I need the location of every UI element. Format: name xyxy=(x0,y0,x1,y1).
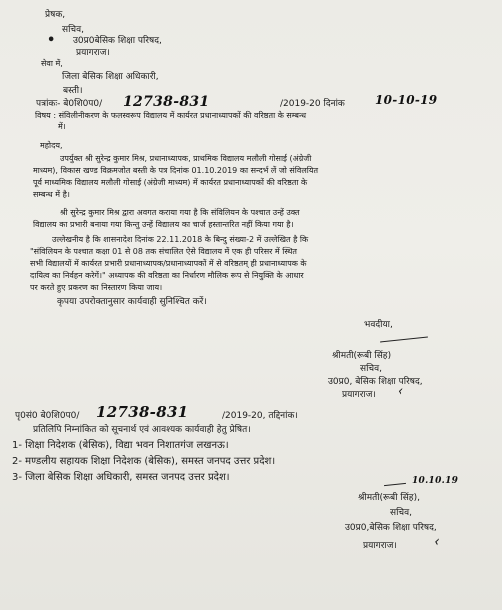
signature-scrawl-2 xyxy=(384,483,406,486)
para4: कृपया उपरोक्तानुसार कार्यवाही सुनिश्चित करें। xyxy=(57,297,207,307)
para2-line1: श्री सुरेन्द्र कुमार मिश्र द्वारा अवगत कराया गया है कि संविलियन के पश्चात उन्हें उक्त xyxy=(60,208,300,217)
endorse-item-1: 1- शिक्षा निदेशक (बेसिक), विद्या भवन निशातगंज लखनऊ। xyxy=(12,440,229,451)
sig1-title: सचिव, xyxy=(360,364,382,374)
patrank-label: पत्रांकः- बे0शि0प0/ xyxy=(36,99,103,109)
sig2-date: 10.10.19 xyxy=(412,476,459,486)
para2-line2: विद्यालय का प्रभारी बनाया गया किन्तु उन्हें विद्यालय का चार्ज हस्तान्तरित नहीं किया गया है। xyxy=(33,220,294,229)
para3-line3: सभी विद्यालयों में कार्यरत प्रभारी प्रधानाध्यापक/प्रधानाध्यापकों में से वरिष्ठतम् ही प्रधानाध्यापक के xyxy=(30,259,307,268)
sig2-name: श्रीमती(रूबी सिंह), xyxy=(358,493,420,503)
date-text: /2019-20 दिनांक xyxy=(280,99,345,109)
recipient-office: जिला बेसिक शिक्षा अधिकारी, xyxy=(62,72,159,82)
initials-mark-2: ᚲ xyxy=(432,535,440,549)
bullet-mark: • xyxy=(47,33,56,48)
para1-line4: सम्बन्ध में है। xyxy=(33,190,70,199)
endorse-ref-rest: /2019-20, तद्दिनांक। xyxy=(222,411,298,421)
endorse-ref-number: 12738-831 xyxy=(96,403,189,421)
initials-mark-1: ᚲ xyxy=(396,385,403,398)
sig2-city: प्रयागराज। xyxy=(363,541,397,551)
para1-line3: पूर्व माध्यमिक विद्यालय मलौली गोसाई (अंग्रेजी माध्यम) में कार्यरत प्रधानाध्यापकों की वरिष्ठता के xyxy=(33,178,308,187)
subject-line-1: विषय : संविलीनीकरण के फलस्वरूप विद्यालय में कार्यरत प्रधानाध्यापकों की वरिष्ठता के सम्बन्ध xyxy=(35,111,307,120)
patrank-number: 12738-831 xyxy=(123,94,210,110)
sig1-city: प्रयागराज। xyxy=(342,390,376,400)
sender-label: प्रेषक, xyxy=(45,10,66,20)
to-label: सेवा में, xyxy=(41,59,63,68)
sig1-closing: भवदीया, xyxy=(364,320,393,330)
endorse-item-2: 2- मण्डलीय सहायक शिक्षा निदेशक (बेसिक), समस्त जनपद उत्तर प्रदेश। xyxy=(12,456,276,467)
para1-line2: माध्यम), विकास खण्ड विक्रमजोत बस्ती के पत्र दिनांक 01.10.2019 का सन्दर्भ लें जो संविलयित xyxy=(33,166,319,175)
sig1-office: उ0प्र0, बेसिक शिक्षा परिषद, xyxy=(328,377,423,387)
sig2-office: उ0प्र0,बेसिक शिक्षा परिषद, xyxy=(345,523,437,533)
endorse-ref-label: पृ0सं0 बे0शि0प0/ xyxy=(15,411,80,421)
recipient-city: बस्ती। xyxy=(63,86,83,96)
endorse-item-3: 3- जिला बेसिक शिक्षा अधिकारी, समस्त जनपद उत्तर प्रदेश। xyxy=(12,472,230,483)
signature-scrawl-1 xyxy=(380,336,428,342)
sender-office: उ0प्र0बेसिक शिक्षा परिषद, xyxy=(73,36,162,46)
sig1-name: श्रीमती(रूबी सिंह) xyxy=(332,351,392,361)
date-value: 10-10-19 xyxy=(375,93,438,107)
sig2-title: सचिव, xyxy=(390,508,412,518)
sender-city: प्रयागराज। xyxy=(76,48,110,58)
subject-line-2: में। xyxy=(58,122,66,131)
para3-line5: पर करते हुए प्रकरण का निस्तारण किया जाय। xyxy=(30,283,163,292)
para1-line1: उपर्युक्त श्री सुरेन्द्र कुमार मिश्र, प्रधानाध्यापक, प्राथमिक विद्यालय मलौली गोसाई (अंग्रेजी xyxy=(60,154,312,163)
para3-line4: दायित्व का निर्वहन करेगें।" अध्यापक की वरिष्ठता का निर्धारण मौलिक रूप से नियुक्ति के आधार xyxy=(30,271,304,280)
endorse-intro: प्रतिलिपि निम्नांकित को सूचनार्थ एवं आवश्यक कार्यवाही हेतु प्रेषित। xyxy=(33,425,251,435)
para3-line2: "संविलियन के पश्चात कक्षा 01 से 08 तक संचालित ऐसे विद्यालय में एक ही परिसर में स्थित xyxy=(30,247,297,256)
para3-line1: उल्लेखनीय है कि शासनादेश दिनांक 22.11.2018 के बिन्दु संख्या-2 में उल्लेखित है कि xyxy=(52,235,309,244)
sender-title: सचिव, xyxy=(62,25,84,35)
salutation: महोदय, xyxy=(40,141,63,150)
